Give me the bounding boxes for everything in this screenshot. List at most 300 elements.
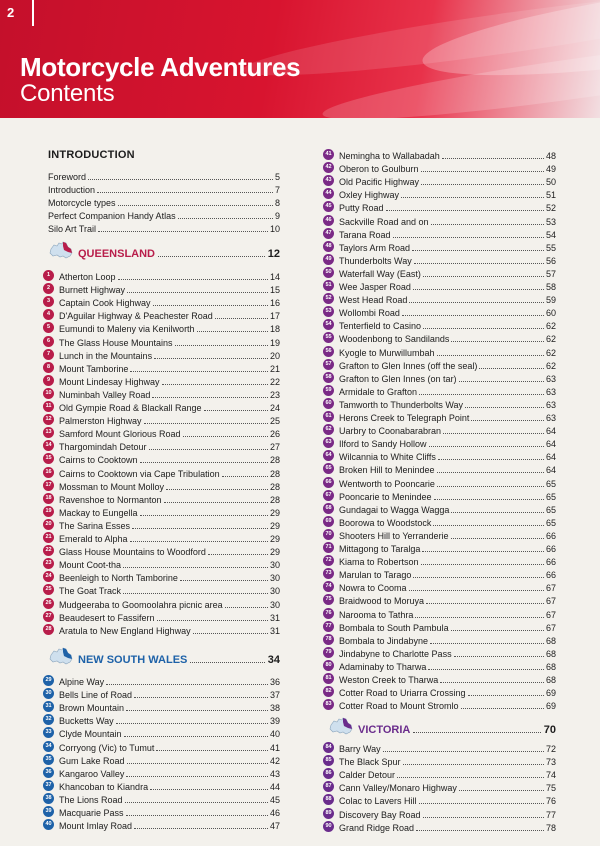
toc-entry-title: Woodenbong to Sandilands bbox=[339, 334, 450, 345]
toc-entry-page: 66 bbox=[545, 570, 556, 581]
toc-entry-title: Eumundi to Maleny via Kenilworth bbox=[59, 324, 195, 335]
toc-entry[interactable] bbox=[325, 397, 556, 410]
section-heading-queensland[interactable] bbox=[48, 240, 280, 260]
route-number-badge: 79 bbox=[323, 647, 334, 658]
toc-entry-title: Grand Ridge Road bbox=[339, 822, 415, 833]
toc-entry-title: Mossman to Mount Molloy bbox=[59, 481, 165, 492]
toc-entry-page: 5 bbox=[274, 172, 280, 182]
toc-entry-page: 62 bbox=[545, 360, 556, 371]
toc-entry[interactable] bbox=[48, 282, 280, 295]
toc-entry[interactable] bbox=[45, 466, 280, 479]
route-number-badge: 74 bbox=[323, 581, 334, 592]
route-number-badge: 33 bbox=[43, 727, 54, 738]
route-number-badge: 88 bbox=[323, 794, 334, 805]
leader-dots bbox=[419, 394, 544, 395]
toc-entry[interactable] bbox=[325, 384, 556, 397]
toc-entry[interactable] bbox=[325, 646, 556, 659]
toc-entry-title: Cairns to Cooktown bbox=[59, 455, 138, 466]
toc-entry-title: Broken Hill to Menindee bbox=[339, 465, 435, 476]
route-number-badge: 59 bbox=[323, 385, 334, 396]
toc-entry-page: 68 bbox=[545, 675, 556, 685]
toc-entry[interactable] bbox=[325, 449, 556, 463]
leader-dots bbox=[422, 551, 544, 552]
toc-entry[interactable] bbox=[45, 583, 280, 597]
toc-entry-title: Discovery Bay Road bbox=[339, 809, 421, 820]
route-number-badge: 56 bbox=[323, 346, 334, 357]
route-number-badge: 35 bbox=[43, 754, 54, 765]
leader-dots bbox=[123, 567, 268, 568]
toc-entry-page: 50 bbox=[545, 177, 556, 188]
toc-entry-title: Tarana Road bbox=[339, 229, 391, 240]
leader-dots bbox=[412, 250, 544, 251]
leader-dots bbox=[144, 423, 268, 424]
toc-entry-page: 17 bbox=[269, 311, 280, 322]
leader-dots bbox=[454, 656, 544, 657]
route-number-badge: 37 bbox=[43, 780, 54, 791]
toc-entry[interactable] bbox=[48, 348, 280, 361]
toc-entry[interactable] bbox=[325, 358, 556, 371]
toc-entry-title: Waterfall Way (East) bbox=[339, 268, 421, 279]
toc-entry-title: Grafton to Glen Innes (on tar) bbox=[339, 373, 457, 384]
toc-entry[interactable] bbox=[45, 400, 280, 413]
toc-entry-page: 15 bbox=[269, 285, 280, 296]
route-number-badge: 3 bbox=[43, 296, 54, 307]
toc-entry-page: 63 bbox=[545, 413, 556, 423]
leader-dots bbox=[124, 736, 268, 737]
toc-entry[interactable] bbox=[325, 266, 556, 279]
toc-entry[interactable] bbox=[325, 780, 556, 794]
leader-dots bbox=[437, 486, 544, 487]
leader-dots bbox=[157, 620, 268, 621]
toc-entry[interactable] bbox=[325, 593, 556, 607]
route-number-badge: 80 bbox=[323, 660, 334, 671]
leader-dots bbox=[126, 776, 268, 777]
toc-entry-page: 63 bbox=[545, 373, 556, 384]
toc-entry-page: 72 bbox=[545, 744, 556, 754]
toc-entry-title: Beenleigh to North Tamborine bbox=[59, 573, 178, 584]
toc-entry-title: Ravenshoe to Normanton bbox=[59, 494, 162, 505]
section-heading-nsw[interactable] bbox=[48, 646, 280, 666]
toc-entry-page: 62 bbox=[545, 334, 556, 345]
route-number-badge: 86 bbox=[323, 768, 334, 779]
toc-entry[interactable] bbox=[45, 452, 280, 466]
leader-dots bbox=[197, 331, 268, 332]
toc-entry-title: Old Gympie Road & Blackall Range bbox=[59, 403, 202, 413]
leader-dots bbox=[154, 358, 268, 359]
toc-entry-title: Wentworth to Pooncarie bbox=[339, 478, 435, 489]
route-number-badge: 84 bbox=[323, 742, 334, 753]
leader-dots bbox=[437, 472, 544, 473]
toc-entry[interactable] bbox=[45, 439, 280, 453]
toc-entry-page: 65 bbox=[545, 504, 556, 515]
leader-dots bbox=[134, 828, 268, 829]
toc-entry[interactable] bbox=[325, 698, 556, 712]
toc-entry[interactable] bbox=[45, 805, 280, 818]
toc-entry[interactable] bbox=[325, 567, 556, 581]
leader-dots bbox=[393, 237, 544, 238]
leader-dots bbox=[162, 384, 268, 385]
toc-entry-title: The Goat Track bbox=[59, 586, 122, 597]
toc-entry-title: Mudgeeraba to Goomoolahra picnic area bbox=[59, 599, 223, 610]
toc-entry[interactable] bbox=[325, 476, 556, 489]
toc-entry-page: 40 bbox=[269, 729, 280, 740]
toc-entry[interactable] bbox=[325, 200, 556, 214]
toc-entry[interactable] bbox=[325, 672, 556, 685]
route-number-badge: 8 bbox=[43, 362, 54, 373]
toc-entry-title: Lunch in the Mountains bbox=[59, 350, 153, 361]
toc-entry[interactable] bbox=[325, 410, 556, 423]
toc-entry[interactable] bbox=[45, 726, 280, 740]
toc-entry[interactable] bbox=[45, 779, 280, 792]
toc-entry-page: 65 bbox=[545, 478, 556, 489]
route-number-badge: 11 bbox=[43, 401, 54, 412]
toc-entry[interactable] bbox=[325, 541, 556, 554]
toc-entry-page: 52 bbox=[545, 203, 556, 214]
route-number-badge: 60 bbox=[323, 398, 334, 409]
leader-dots bbox=[413, 289, 544, 290]
page-number: 2 bbox=[0, 0, 34, 26]
toc-entry[interactable] bbox=[325, 148, 556, 161]
toc-entry-page: 63 bbox=[545, 386, 556, 397]
toc-entry[interactable] bbox=[45, 674, 280, 687]
toc-entry[interactable] bbox=[48, 374, 280, 387]
route-number-badge: 22 bbox=[43, 545, 54, 556]
route-number-badge: 9 bbox=[43, 375, 54, 386]
toc-entry-title: Ilford to Sandy Hollow bbox=[339, 439, 427, 450]
leader-dots bbox=[132, 528, 268, 529]
toc-entry[interactable] bbox=[45, 413, 280, 427]
route-number-badge: 29 bbox=[43, 675, 54, 686]
page-subtitle: Contents bbox=[20, 80, 115, 107]
leader-dots bbox=[156, 750, 268, 751]
toc-entry[interactable] bbox=[45, 557, 280, 571]
toc-entry[interactable] bbox=[325, 318, 556, 332]
toc-entry[interactable] bbox=[325, 174, 556, 188]
toc-entry[interactable] bbox=[325, 227, 556, 240]
toc-entry-page: 53 bbox=[545, 216, 556, 227]
toc-entry-page: 18 bbox=[269, 324, 280, 335]
toc-entry-page: 29 bbox=[269, 547, 280, 558]
toc-entry[interactable] bbox=[325, 554, 556, 568]
section-label: NEW SOUTH WALES bbox=[78, 654, 188, 666]
toc-entry-title: Mount Coot-tha bbox=[59, 560, 122, 571]
toc-entry[interactable] bbox=[45, 687, 280, 701]
leader-dots bbox=[140, 462, 268, 463]
toc-entry[interactable] bbox=[325, 807, 556, 820]
route-number-badge: 55 bbox=[323, 332, 334, 343]
toc-entry-title: West Head Road bbox=[339, 295, 408, 306]
toc-entry[interactable] bbox=[325, 371, 556, 384]
toc-entry-page: 28 bbox=[269, 494, 280, 505]
toc-entry-title: Bombala to Jindabyne bbox=[339, 635, 429, 646]
toc-entry-title: Braidwood to Moruya bbox=[339, 596, 425, 607]
route-number-badge: 6 bbox=[43, 336, 54, 347]
toc-entry-title: The Sarina Esses bbox=[59, 520, 131, 531]
toc-entry-page: 28 bbox=[269, 481, 280, 492]
toc-entry[interactable] bbox=[45, 518, 280, 531]
toc-entry[interactable] bbox=[325, 580, 556, 594]
toc-entry-title: Emerald to Alpha bbox=[59, 534, 128, 544]
toc-entry[interactable] bbox=[48, 182, 280, 195]
toc-entry[interactable] bbox=[45, 479, 280, 492]
leader-dots bbox=[442, 158, 544, 159]
leader-dots bbox=[130, 541, 268, 542]
leader-dots bbox=[426, 603, 544, 604]
toc-entry-page: 38 bbox=[269, 703, 280, 714]
toc-entry[interactable] bbox=[48, 335, 280, 348]
section-page: 70 bbox=[543, 724, 556, 736]
toc-entry-page: 28 bbox=[269, 468, 280, 479]
route-number-badge: 65 bbox=[323, 463, 334, 474]
route-number-badge: 89 bbox=[323, 808, 334, 819]
route-number-badge: 63 bbox=[323, 437, 334, 448]
leader-dots bbox=[123, 593, 268, 594]
leader-dots bbox=[116, 723, 268, 724]
section-heading-victoria[interactable] bbox=[328, 716, 556, 736]
toc-entry[interactable] bbox=[48, 361, 280, 374]
toc-entry[interactable] bbox=[325, 345, 556, 358]
toc-entry-title: Bombala to South Pambula bbox=[339, 622, 449, 633]
toc-entry[interactable] bbox=[325, 820, 556, 833]
toc-entry[interactable] bbox=[325, 331, 556, 345]
toc-entry[interactable] bbox=[325, 767, 556, 781]
toc-entry[interactable] bbox=[325, 633, 556, 646]
toc-entry-title: Taylors Arm Road bbox=[339, 242, 411, 253]
toc-entry[interactable] bbox=[45, 753, 280, 766]
toc-entry[interactable] bbox=[325, 240, 556, 253]
toc-entry-page: 8 bbox=[274, 198, 280, 209]
toc-entry-title: Mittagong to Taralga bbox=[339, 544, 421, 554]
toc-entry[interactable] bbox=[45, 766, 280, 779]
toc-entry-title: Cairns to Cooktown via Cape Tribulation bbox=[59, 468, 220, 479]
toc-entry[interactable] bbox=[48, 269, 280, 282]
leader-dots bbox=[415, 617, 544, 618]
toc-entry[interactable] bbox=[48, 308, 280, 321]
toc-entry-title: Mount Tamborine bbox=[59, 363, 129, 374]
toc-entry-page: 36 bbox=[269, 677, 280, 687]
toc-entry[interactable] bbox=[325, 305, 556, 319]
route-number-badge: 45 bbox=[323, 201, 334, 212]
toc-entry[interactable] bbox=[325, 515, 556, 528]
toc-entry-page: 67 bbox=[545, 622, 556, 633]
route-number-badge: 32 bbox=[43, 714, 54, 725]
leader-dots bbox=[451, 512, 544, 513]
toc-entry[interactable] bbox=[325, 502, 556, 515]
toc-entry[interactable] bbox=[45, 531, 280, 544]
route-number-badge: 62 bbox=[323, 424, 334, 435]
toc-entry[interactable] bbox=[45, 544, 280, 558]
toc-entry-page: 74 bbox=[545, 770, 556, 781]
leader-dots bbox=[440, 682, 544, 683]
toc-entry[interactable] bbox=[48, 295, 280, 308]
route-number-badge: 12 bbox=[43, 414, 54, 425]
toc-entry-page: 60 bbox=[545, 308, 556, 319]
toc-entry-page: 27 bbox=[269, 442, 280, 453]
toc-entry[interactable] bbox=[325, 659, 556, 672]
toc-entry[interactable] bbox=[325, 607, 556, 620]
header-banner bbox=[0, 0, 600, 118]
toc-entry[interactable] bbox=[45, 610, 280, 623]
toc-entry[interactable] bbox=[325, 489, 556, 502]
toc-entry[interactable] bbox=[325, 754, 556, 768]
toc-entry[interactable] bbox=[48, 169, 280, 182]
toc-entry[interactable] bbox=[45, 597, 280, 610]
route-number-badge: 70 bbox=[323, 529, 334, 540]
leader-dots bbox=[451, 538, 544, 539]
toc-entry[interactable] bbox=[325, 741, 556, 754]
toc-entry[interactable] bbox=[45, 792, 280, 805]
route-number-badge: 21 bbox=[43, 532, 54, 543]
toc-entry-page: 22 bbox=[269, 376, 280, 387]
toc-entry-page: 47 bbox=[269, 821, 280, 832]
toc-entry-page: 66 bbox=[545, 544, 556, 554]
route-number-badge: 10 bbox=[43, 388, 54, 399]
leader-dots bbox=[140, 515, 268, 516]
toc-entry-title: Atherton Loop bbox=[59, 272, 116, 282]
toc-entry-page: 64 bbox=[545, 452, 556, 463]
route-number-badge: 54 bbox=[323, 319, 334, 330]
toc-entry-title: Wee Jasper Road bbox=[339, 282, 411, 292]
toc-entry[interactable] bbox=[325, 793, 556, 807]
toc-entry-page: 51 bbox=[545, 190, 556, 201]
route-number-badge: 38 bbox=[43, 793, 54, 804]
leader-dots bbox=[429, 446, 544, 447]
leader-dots bbox=[468, 695, 544, 696]
toc-entry-page: 9 bbox=[274, 211, 280, 222]
toc-entry-title: Burnett Highway bbox=[59, 285, 126, 296]
toc-entry-page: 54 bbox=[545, 229, 556, 240]
leader-dots bbox=[190, 662, 264, 663]
toc-entry[interactable] bbox=[45, 700, 280, 714]
toc-entry-title: Colac to Lavers Hill bbox=[339, 796, 417, 807]
leader-dots bbox=[150, 789, 268, 790]
leader-dots bbox=[409, 590, 544, 591]
toc-entry-page: 67 bbox=[545, 596, 556, 607]
toc-entry[interactable] bbox=[45, 818, 280, 832]
leader-dots bbox=[183, 436, 268, 437]
toc-entry[interactable] bbox=[45, 505, 280, 518]
toc-entry-title: Kyogle to Murwillumbah bbox=[339, 347, 435, 358]
route-number-badge: 26 bbox=[43, 598, 54, 609]
toc-entry[interactable] bbox=[45, 426, 280, 440]
toc-entry-title: The Black Spur bbox=[339, 757, 401, 768]
toc-entry-title: Nemingha to Wallabadah bbox=[339, 151, 440, 161]
toc-entry[interactable] bbox=[45, 570, 280, 584]
toc-entry-title: Macquarie Pass bbox=[59, 808, 124, 818]
toc-entry[interactable] bbox=[45, 623, 280, 636]
leader-dots bbox=[175, 345, 268, 346]
toc-entry[interactable] bbox=[325, 253, 556, 266]
toc-entry[interactable] bbox=[48, 321, 280, 334]
route-number-badge: 15 bbox=[43, 453, 54, 464]
toc-entry[interactable] bbox=[325, 436, 556, 450]
route-number-badge: 40 bbox=[43, 819, 54, 830]
toc-entry[interactable] bbox=[48, 221, 280, 234]
route-number-badge: 17 bbox=[43, 480, 54, 491]
leader-dots bbox=[134, 697, 268, 698]
toc-entry-title: Old Pacific Highway bbox=[339, 177, 420, 188]
toc-entry[interactable] bbox=[325, 685, 556, 699]
route-number-badge: 7 bbox=[43, 349, 54, 360]
route-number-badge: 58 bbox=[323, 372, 334, 383]
leader-dots bbox=[421, 171, 544, 172]
toc-entry[interactable] bbox=[325, 423, 556, 437]
route-number-badge: 27 bbox=[43, 611, 54, 622]
toc-entry[interactable] bbox=[45, 740, 280, 753]
route-number-badge: 76 bbox=[323, 608, 334, 619]
toc-entry-page: 29 bbox=[269, 507, 280, 518]
toc-entry-title: Bucketts Way bbox=[59, 716, 114, 727]
leader-dots bbox=[149, 449, 268, 450]
route-number-badge: 20 bbox=[43, 519, 54, 530]
toc-entry[interactable] bbox=[325, 187, 556, 201]
toc-entry-title: Cotter Road to Mount Stromlo bbox=[339, 701, 459, 712]
section-page: 34 bbox=[267, 654, 280, 666]
leader-dots bbox=[465, 407, 544, 408]
toc-entry[interactable] bbox=[325, 214, 556, 227]
leader-dots bbox=[98, 231, 268, 232]
route-number-badge: 50 bbox=[323, 267, 334, 278]
toc-entry-title: Oberon to Goulburn bbox=[339, 164, 419, 175]
toc-entry-page: 21 bbox=[269, 363, 280, 374]
toc-entry-page: 67 bbox=[545, 609, 556, 620]
toc-entry[interactable] bbox=[48, 208, 280, 221]
route-number-badge: 24 bbox=[43, 571, 54, 582]
toc-entry[interactable] bbox=[45, 387, 280, 400]
toc-entry-page: 67 bbox=[545, 583, 556, 594]
toc-entry[interactable] bbox=[325, 528, 556, 541]
toc-entry-page: 10 bbox=[269, 224, 280, 235]
toc-entry[interactable] bbox=[325, 161, 556, 175]
toc-entry[interactable] bbox=[325, 620, 556, 633]
route-number-badge: 78 bbox=[323, 634, 334, 645]
leader-dots bbox=[97, 192, 273, 193]
leader-dots bbox=[414, 263, 544, 264]
toc-entry[interactable] bbox=[45, 713, 280, 727]
section-page: 12 bbox=[267, 248, 280, 260]
toc-entry[interactable] bbox=[325, 279, 556, 292]
toc-entry-page: 31 bbox=[269, 612, 280, 623]
leader-dots bbox=[479, 368, 544, 369]
toc-entry-title: Wilcannia to White Cliffs bbox=[339, 452, 436, 463]
toc-entry-page: 55 bbox=[545, 242, 556, 253]
toc-entry[interactable] bbox=[325, 462, 556, 476]
toc-entry[interactable] bbox=[325, 292, 556, 306]
route-number-badge: 69 bbox=[323, 516, 334, 527]
toc-entry-title: Thunderbolts Way bbox=[339, 255, 412, 266]
toc-entry-page: 76 bbox=[545, 796, 556, 807]
toc-entry-title: Thargomindah Detour bbox=[59, 442, 147, 453]
toc-entry-title: Marulan to Tarago bbox=[339, 570, 412, 581]
leader-dots bbox=[222, 476, 268, 477]
route-number-badge: 34 bbox=[43, 741, 54, 752]
australia-map-icon bbox=[48, 240, 74, 260]
section-label: QUEENSLAND bbox=[78, 248, 156, 260]
toc-entry[interactable] bbox=[48, 195, 280, 208]
leader-dots bbox=[402, 315, 544, 316]
toc-entry[interactable] bbox=[45, 492, 280, 505]
toc-entry-page: 37 bbox=[269, 690, 280, 701]
toc-entry-page: 29 bbox=[269, 534, 280, 544]
route-number-badge: 44 bbox=[323, 188, 334, 199]
toc-entry-title: Putty Road bbox=[339, 203, 384, 214]
route-number-badge: 13 bbox=[43, 427, 54, 438]
toc-entry-page: 41 bbox=[269, 742, 280, 753]
route-number-badge: 14 bbox=[43, 440, 54, 451]
toc-entry-title: Narooma to Tathra bbox=[339, 609, 414, 620]
route-number-badge: 75 bbox=[323, 594, 334, 605]
toc-entry-page: 63 bbox=[545, 399, 556, 410]
